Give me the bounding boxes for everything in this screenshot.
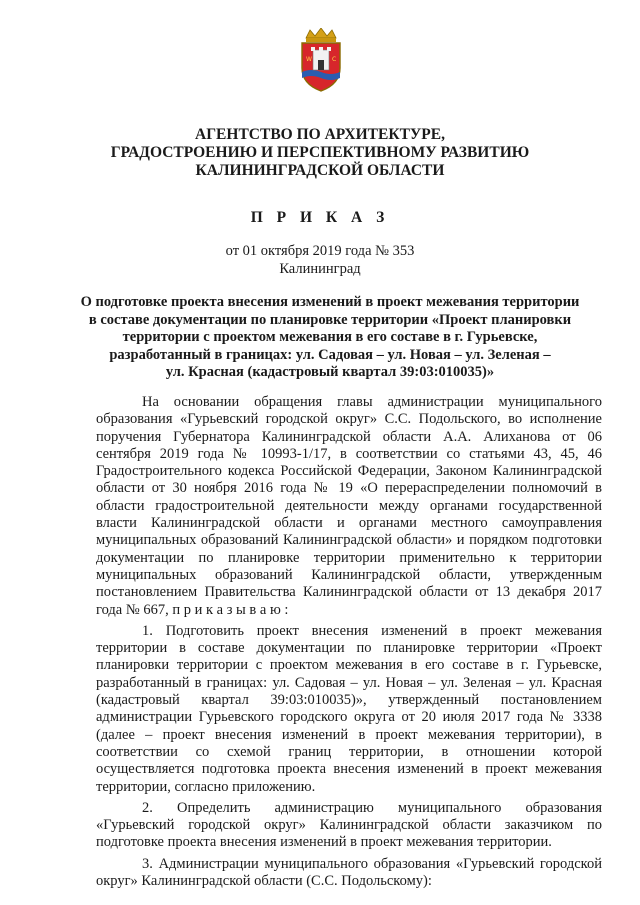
svg-text:W: W xyxy=(306,56,312,63)
document-body xyxy=(96,394,602,894)
clause-paragraph-1: 1. Подготовить проект внесения изменений в проект межевания территории в составе документации по планировке территории «Проект планировки территории с проектом межевания в его составе в г. Гурьевске, разработанный в границах: ул. Садовая – ул. Новая – ул. Зеленая – ул. Красная (кадастровый квартал 39:03:010035)», утвержденный постановлением администрации Гурьевского городского округа от 20 июля 2017 года № 3338 (далее – проект внесения изменений в проект межевания территории), в соответствии со схемой границ территории, в отношении которой осуществляется подготовка проекта внесения изменений в проект межевания территории, согласно приложению. xyxy=(96,622,602,795)
svg-text:С: С xyxy=(332,56,337,63)
order-city: Калининград xyxy=(279,261,361,277)
agency-name xyxy=(0,126,640,180)
clause-paragraph-2: 2. Определить администрацию муниципального образования «Гурьевский городской округ» Калининградской области заказчиком по подготовке проекта внесения изменений в проект межевания территории. xyxy=(96,799,602,851)
agency-line: АГЕНТСТВО ПО АРХИТЕКТУРЕ, xyxy=(195,126,445,143)
order-date-block xyxy=(0,242,640,278)
agency-line: ГРАДОСТРОЕНИЮ И ПЕРСПЕКТИВНОМУ РАЗВИТИЮ xyxy=(110,144,530,161)
preamble-paragraph: На основании обращения главы администрации муниципального образования «Гурьевский городской округ» С.С. Подольского, во исполнение поручения Губернатора Калининградской области А.А. Алиханова от 06 сентября 2019 года № 10993-1/17, в соответствии со статьями 43, 45, 46 Градостроительного кодекса Российской Федерации, Законом Калининградской области от 30 ноября 2016 года № 19 «О перераспределении полномочий в области градостроительной деятельности между органами государственной власти Калининградской области и органами местного самоуправления муниципальных образований Калининградской области» и порядком подготовки документации по планировке территории применительно к территории муниципальных образований Калининградской области, утвержденным постановлением Правительства Калининградской области от 13 декабря 2017 года № 667, п р и к а з ы в а ю : xyxy=(96,394,602,618)
kaliningrad-coat-of-arms-icon xyxy=(298,28,344,92)
subject-line: территории с проектом межевания в его составе в г. Гурьевске, xyxy=(122,329,538,345)
clause-paragraph-3: 3. Администрации муниципального образования «Гурьевский городской округ» Калининградской области (С.С. Подольскому): xyxy=(96,855,602,890)
order-subject xyxy=(60,294,600,382)
subject-line: в составе документации по планировке территории «Проект планировки xyxy=(88,311,572,328)
subject-line: разработанный в границах: ул. Садовая – ул. Новая – ул. Зеленая – xyxy=(109,346,551,363)
agency-line: КАЛИНИНГРАДСКОЙ ОБЛАСТИ xyxy=(195,162,445,179)
order-date-number: от 01 октября 2019 года № 353 xyxy=(225,243,415,259)
subject-line: О подготовке проекта внесения изменений в проект межевания территории xyxy=(80,294,580,310)
document-type-title: П Р И К А З xyxy=(250,209,390,226)
subject-line: ул. Красная (кадастровый квартал 39:03:010035)» xyxy=(165,364,495,380)
